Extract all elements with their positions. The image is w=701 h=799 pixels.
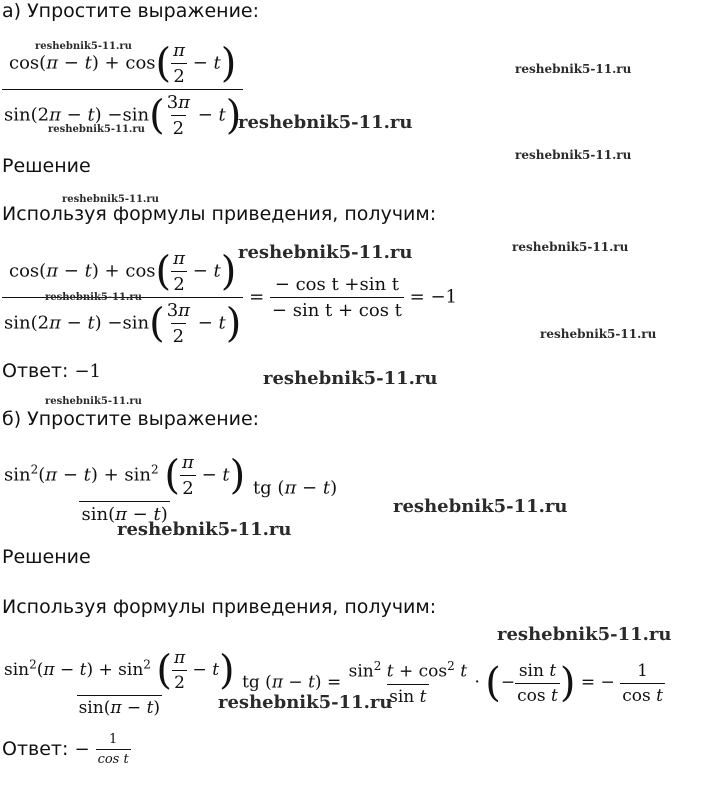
part-b-heading: б) Упростите выражение:	[2, 408, 260, 430]
part-b-solution-label: Решение	[2, 546, 91, 568]
watermark: reshebnik5-11.ru	[48, 124, 145, 135]
part-a-result-denominator: − sin t + cos t	[270, 297, 404, 321]
watermark: reshebnik5-11.ru	[515, 148, 632, 162]
watermark: reshebnik5-11.ru	[238, 112, 413, 133]
part-a-solution-equation: cos(π − t) + cos( $\frac{\pi}{2}$ − t) sin(2π − t) −sin( $\frac{3\pi}{2}$ − t) = $\frac{\text{− cos t +sin t}}{\text{− sin t + cos t}}$ = −1	[4, 248, 457, 347]
watermark: reshebnik5-11.ru	[117, 519, 292, 540]
watermark: reshebnik5-11.ru	[238, 242, 413, 263]
watermark: reshebnik5-11.ru	[497, 624, 672, 645]
part-a-heading: а) Упростите выражение:	[2, 0, 260, 22]
part-b-answer-numerator: 1	[109, 732, 118, 747]
part-b-answer-label: Ответ:	[2, 738, 69, 760]
watermark: reshebnik5-11.ru	[393, 496, 568, 517]
part-a-answer-value: −1	[74, 361, 101, 382]
part-b-solution-equation: $\sin^2(\pi - t) + \sin^2$ ( $\frac{\pi}{2}$ − t) sin(π − t) tg (π − t) = $\frac{\sin^2 t + \cos^2 t}{\text{sin t}}$ · (− $\frac{\text{sin t}}{\text{cos t}}$ ) = − $\frac{1}{\text{cos t}}$	[4, 647, 663, 718]
watermark: reshebnik5-11.ru	[35, 41, 132, 52]
part-b-method-text: Используя формулы приведения, получим:	[2, 596, 437, 618]
watermark: reshebnik5-11.ru	[218, 692, 393, 713]
part-a-result-numerator: − cos t +sin t	[274, 274, 400, 295]
part-a-result-value: = −1	[409, 286, 457, 308]
watermark: reshebnik5-11.ru	[45, 292, 142, 303]
part-a-expression: cos(π − t) + cos( $\frac{\pi}{2}$ − t) sin(2π − t) −sin( $\frac{3\pi}{2}$ − t)	[4, 40, 242, 139]
watermark: reshebnik5-11.ru	[45, 396, 142, 407]
part-b-answer-denominator: cos t	[96, 749, 131, 767]
watermark: reshebnik5-11.ru	[512, 240, 629, 254]
part-b-answer	[2, 732, 131, 767]
part-b-answer-prefix: −	[74, 739, 90, 760]
part-a-solution-label: Решение	[2, 155, 91, 177]
watermark: reshebnik5-11.ru	[515, 62, 632, 76]
part-b-expression: $\sin^2(\pi - t) + \sin^2$ ( $\frac{\pi}{2}$ − t) sin(π − t) tg (π − t)	[4, 452, 338, 525]
watermark: reshebnik5-11.ru	[263, 368, 438, 389]
part-a-method-text: Используя формулы приведения, получим:	[2, 203, 437, 225]
watermark: reshebnik5-11.ru	[62, 194, 159, 205]
part-a-answer-label: Ответ:	[2, 360, 69, 382]
part-b-answer-fraction	[96, 732, 131, 767]
part-a-answer	[2, 360, 101, 382]
watermark: reshebnik5-11.ru	[540, 327, 657, 341]
